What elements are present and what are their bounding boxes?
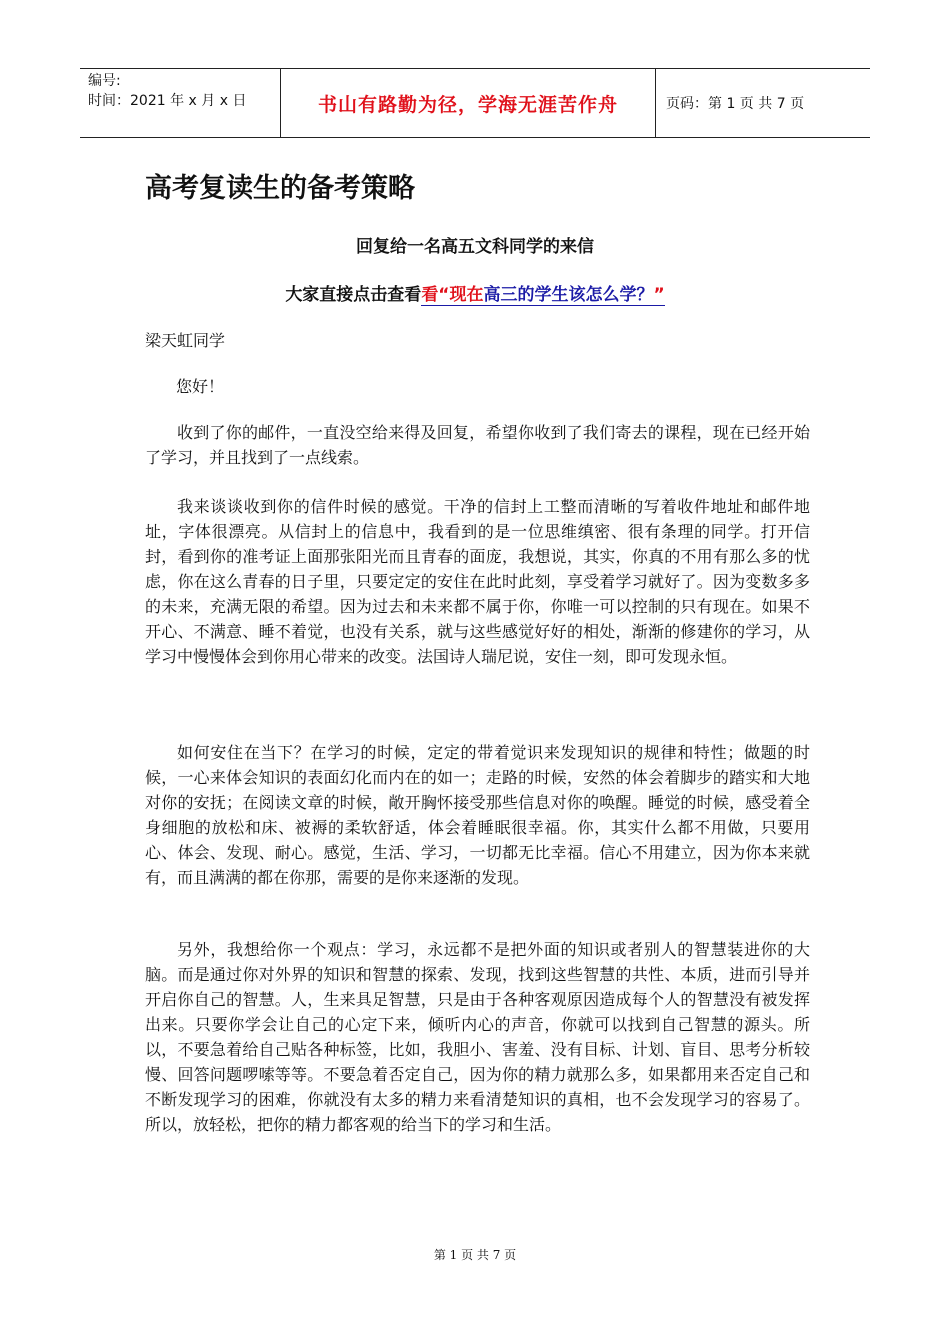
document-title: 高考复读生的备考策略 bbox=[145, 173, 415, 204]
page-header bbox=[80, 68, 870, 138]
paragraph-1 bbox=[145, 420, 810, 470]
greeting: 您好！ bbox=[176, 377, 225, 396]
paragraph-text: 如何安住在当下？在学习的时候，定定的带着觉识来发现知识的规律和特性；做题的时候，一心来体会知识的表面幻化而内在的如一；走路的时候，安然的体会着脚步的踏实和大地对你的安抚；在阅读文章的时候，敞开胸怀接受那些信息对你的唤醒。睡觉的时候，感受着全身细胞的放松和床、被褥的柔软舒适，体会着睡眠很幸福。你，其实什么都不用做，只要用心、体会、发现、耐心。感觉，生活、学习，一切都无比幸福。信心不用建立，因为你本来就有，而且满满的都在你那，需要的是你来逐渐的发现。 bbox=[145, 743, 810, 887]
paragraph-2 bbox=[145, 494, 810, 669]
article-link[interactable]: 高三的学生该怎么学？ bbox=[483, 285, 654, 305]
page-footer: 第 1 页 共 7 页 bbox=[433, 1248, 517, 1262]
link-suffix: ” bbox=[653, 285, 665, 305]
header-page-info: 页码：第 1 页 共 7 页 bbox=[666, 96, 805, 112]
paragraph-3 bbox=[145, 740, 810, 890]
link-prefix: 大家直接点击查看 bbox=[285, 285, 422, 305]
header-motto: 书山有路勤为径，学海无涯苦作舟 bbox=[280, 69, 656, 137]
document-subtitle: 回复给一名高五文科同学的来信 bbox=[356, 237, 594, 257]
paragraph-text: 收到了你的邮件，一直没空给来得及回复，希望你收到了我们寄去的课程，现在已经开始了学习，并且找到了一点线索。 bbox=[145, 423, 810, 467]
link-line bbox=[0, 280, 950, 305]
link-red-text: 看“现在 bbox=[421, 285, 484, 305]
paragraph-4 bbox=[145, 937, 810, 1137]
paragraph-text: 另外，我想给你一个观点：学习，永远都不是把外面的知识或者别人的智慧装进你的大脑。而是通过你对外界的知识和智慧的探索、发现，找到这些智慧的共性、本质，进而引导并开启你自己的智慧。人，生来具足智慧，只是由于各种客观原因造成每个人的智慧没有被发挥出来。只要你学会让自己的心定下来，倾听内心的声音，你就可以找到自己智慧的源头。所以，不要急着给自己贴各种标签，比如，我胆小、害羞、没有目标、计划、盲目、思考分析较慢、回答问题啰嗦等等。不要急着否定自己，因为你的精力就那么多，如果都用来否定自己和不断发现学习的困难，你就没有太多的精力来看清楚知识的真相，也不会发现学习的容易了。所以，放轻松，把你的精力都客观的给当下的学习和生活。 bbox=[145, 940, 810, 1134]
number-label: 编号: bbox=[88, 73, 121, 89]
header-meta bbox=[80, 69, 280, 137]
salutation: 梁天虹同学 bbox=[145, 331, 226, 350]
paragraph-text: 我来谈谈收到你的信件时候的感觉。干净的信封上工整而清晰的写着收件地址和邮件地址，字体很漂亮。从信封上的信息中，我看到的是一位思维缜密、很有条理的同学。打开信封，看到你的准考证上面那张阳光而且青春的面庞，我想说，其实，你真的不用有那么多的忧虑，你在这么青春的日子里，只要定定的安住在此时此刻，享受着学习就好了。因为变数多多的未来，充满无限的希望。因为过去和未来都不属于你，你唯一可以控制的只有现在。如果不开心、不满意、睡不着觉，也没有关系，就与这些感觉好好的相处，渐渐的修建你的学习，从学习中慢慢体会到你用心带来的改变。法国诗人瑞尼说，安住一刻，即可发现永恒。 bbox=[145, 497, 810, 666]
time-label: 时间：2021 年 x 月 x 日 bbox=[88, 93, 247, 109]
